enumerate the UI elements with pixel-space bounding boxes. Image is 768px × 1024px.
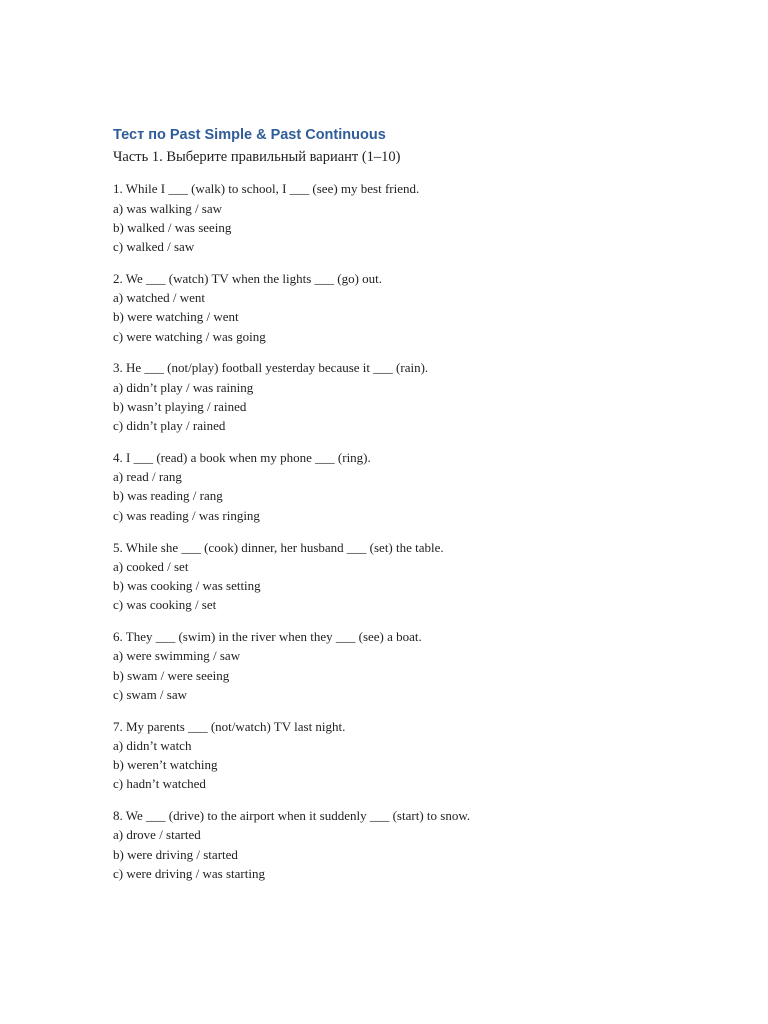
answer-option-c: c) was cooking / set <box>113 597 217 613</box>
question-text: 7. My parents ___ (not/watch) TV last night. <box>113 718 346 734</box>
answer-option-b: b) walked / was seeing <box>113 219 232 235</box>
answer-option-c: c) walked / saw <box>113 238 195 254</box>
question-text: 1. While I ___ (walk) to school, I ___ (see) my best friend. <box>113 181 420 197</box>
question-text: 4. I ___ (read) a book when my phone ___ (ring). <box>113 450 371 466</box>
answer-option-c: c) didn’t play / rained <box>113 418 226 434</box>
answer-option-c: c) hadn’t watched <box>113 776 206 792</box>
document-body <box>113 125 713 883</box>
question-block-3 <box>113 358 713 435</box>
question-text: 8. We ___ (drive) to the airport when it suddenly ___ (start) to snow. <box>113 808 471 824</box>
answer-option-b: b) was cooking / was setting <box>113 577 261 593</box>
answer-option-b: b) were watching / went <box>113 309 239 325</box>
answer-option-a: a) watched / went <box>113 290 206 306</box>
answer-option-c: c) were driving / was starting <box>113 865 265 881</box>
question-block-7 <box>113 717 713 794</box>
question-text: 6. They ___ (swim) in the river when they ___ (see) a boat. <box>113 629 422 645</box>
question-block-2 <box>113 269 713 346</box>
answer-option-a: a) didn’t play / was raining <box>113 379 254 395</box>
test-title: Тест по Past Simple & Past Continuous <box>113 127 386 143</box>
answer-option-b: b) wasn’t playing / rained <box>113 398 247 414</box>
answer-option-a: a) cooked / set <box>113 558 189 574</box>
question-block-4 <box>113 448 713 525</box>
answer-option-b: b) was reading / rang <box>113 488 223 504</box>
answer-option-b: b) swam / were seeing <box>113 667 230 683</box>
answer-option-c: c) swam / saw <box>113 686 188 702</box>
question-block-8 <box>113 806 713 883</box>
part-subtitle: Часть 1. Выберите правильный вариант (1–10) <box>113 149 401 165</box>
question-block-5 <box>113 538 713 615</box>
question-text: 5. While she ___ (cook) dinner, her husband ___ (set) the table. <box>113 539 444 555</box>
answer-option-a: a) were swimming / saw <box>113 648 241 664</box>
question-block-1 <box>113 179 713 256</box>
answer-option-b: b) weren’t watching <box>113 757 218 773</box>
answer-option-a: a) read / rang <box>113 469 182 485</box>
answer-option-c: c) were watching / was going <box>113 328 266 344</box>
question-text: 2. We ___ (watch) TV when the lights ___ (go) out. <box>113 270 383 286</box>
question-block-6 <box>113 627 713 704</box>
answer-option-a: a) was walking / saw <box>113 200 223 216</box>
question-list <box>113 179 713 883</box>
answer-option-b: b) were driving / started <box>113 846 238 862</box>
answer-option-c: c) was reading / was ringing <box>113 507 260 523</box>
question-text: 3. He ___ (not/play) football yesterday because it ___ (rain). <box>113 360 429 376</box>
answer-option-a: a) drove / started <box>113 827 201 843</box>
answer-option-a: a) didn’t watch <box>113 737 192 753</box>
